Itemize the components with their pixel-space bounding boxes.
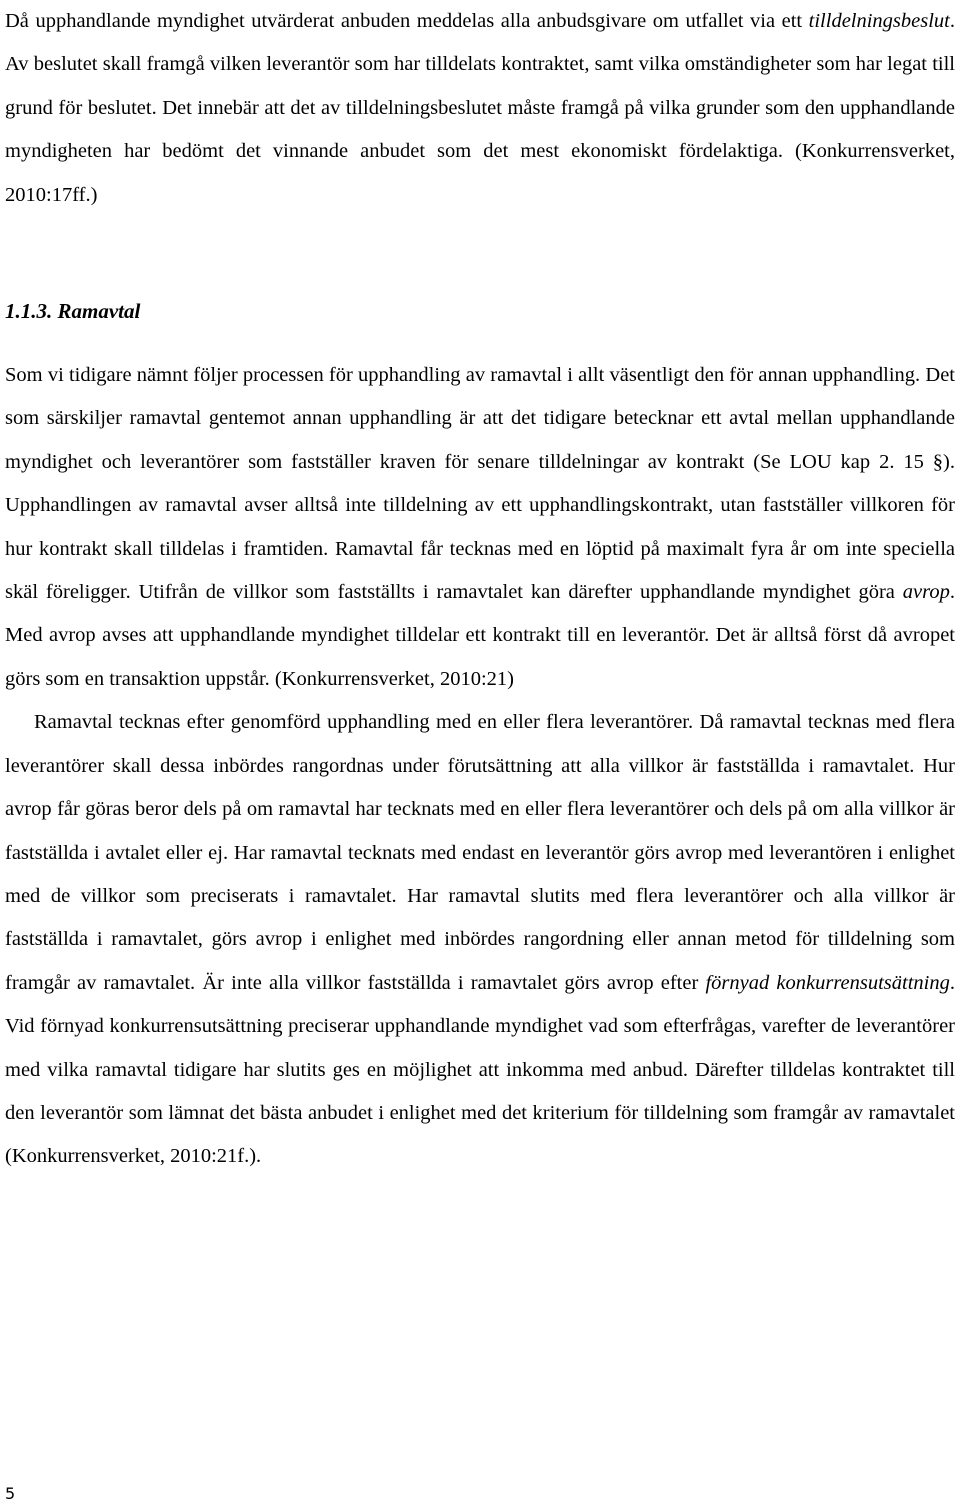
paragraph-text: . Av beslutet skall framgå vilken leverantör som har tilldelats kontraktet, samt vilka omständigheter som har legat till grund för beslutet. Det innebär att det av tilldelningsbeslutet måste framgå på vilka grunder som den upphandlande myndigheten har bedömt det vinnande anbudet som det mest ekonomiskt fördelaktiga. (Konkurrensverket, 2010:17ff.) bbox=[5, 10, 955, 206]
paragraph-text: Ramavtal tecknas efter genomförd upphandling med en eller flera leverantörer. Då ramavtal tecknas med flera leverantörer skall dessa inbördes rangordnas under förutsättning att alla villkor är fastställda i ramavtalet. Hur avrop får göras beror dels på om ramavtal har tecknats med en eller flera leverantörer och dels på om alla villkor är fastställda i avtalet eller ej. Har ramavtal tecknats med endast en leverantör görs avrop med leverantören i enlighet med de villkor som preciserats i ramavtalet. Har ramavtal slutits med flera leverantörer och alla villkor är fastställda i ramavtalet, görs avrop i enlighet med inbördes rangordning eller annan metod för tilldelning som framgår av ramavtalet. Är inte alla villkor fastställda i ramavtalet görs avrop efter bbox=[5, 711, 955, 994]
page-number: 5 bbox=[5, 1484, 16, 1503]
paragraph-text: . Med avrop avses att upphandlande myndighet tilldelar ett kontrakt till en leverantör. Det är alltså först då avropet görs som en transaktion uppstår. (Konkurrensverket, 2010:21) bbox=[5, 581, 955, 690]
paragraph-text: . Vid förnyad konkurrensutsättning preciserar upphandlande myndighet vad som efterfrågas, varefter de leverantörer med vilka ramavtal tidigare har slutits ges en möjlighet att inkomma med anbud. Därefter tilldelas kontraktet till den leverantör som lämnat det bästa anbudet i enlighet med det kriterium för tilldelning som framgår av ramavtalet (Konkurrensverket, 2010:21f.). bbox=[5, 971, 955, 1168]
italic-term: avrop bbox=[902, 581, 950, 604]
italic-term: förnyad konkurrensutsättning bbox=[705, 971, 950, 994]
paragraph-ramavtal-avrop bbox=[5, 701, 955, 1178]
paragraph-text: Som vi tidigare nämnt följer processen för upphandling av ramavtal i allt väsentligt den för annan upphandling. Det som särskiljer ramavtal gentemot annan upphandling är att det tidigare betecknar ett avtal mellan upphandlande myndighet och leverantörer som fastställer kraven för senare tilldelningar av kontrakt (Se LOU kap 2. 15 §). Upphandlingen av ramavtal avser alltså inte tilldelning av ett upphandlingskontrakt, utan fastställer villkoren för hur kontrakt skall tilldelas i framtiden. Ramavtal får tecknas med en löptid på maximalt fyra år om inte speciella skäl föreligger. Utifrån de villkor som fastställts i ramavtalet kan därefter upphandlande myndighet göra bbox=[5, 364, 955, 604]
italic-term: tilldelningsbeslut bbox=[808, 10, 950, 32]
paragraph-tilldelningsbeslut bbox=[5, 0, 955, 217]
paragraph-ramavtal-intro bbox=[5, 354, 955, 701]
paragraph-text: Då upphandlande myndighet utvärderat anbuden meddelas alla anbudsgivare om utfallet via ett bbox=[5, 10, 809, 32]
document-page bbox=[5, 0, 955, 1179]
section-heading: 1.1.3. Ramavtal bbox=[5, 299, 141, 324]
